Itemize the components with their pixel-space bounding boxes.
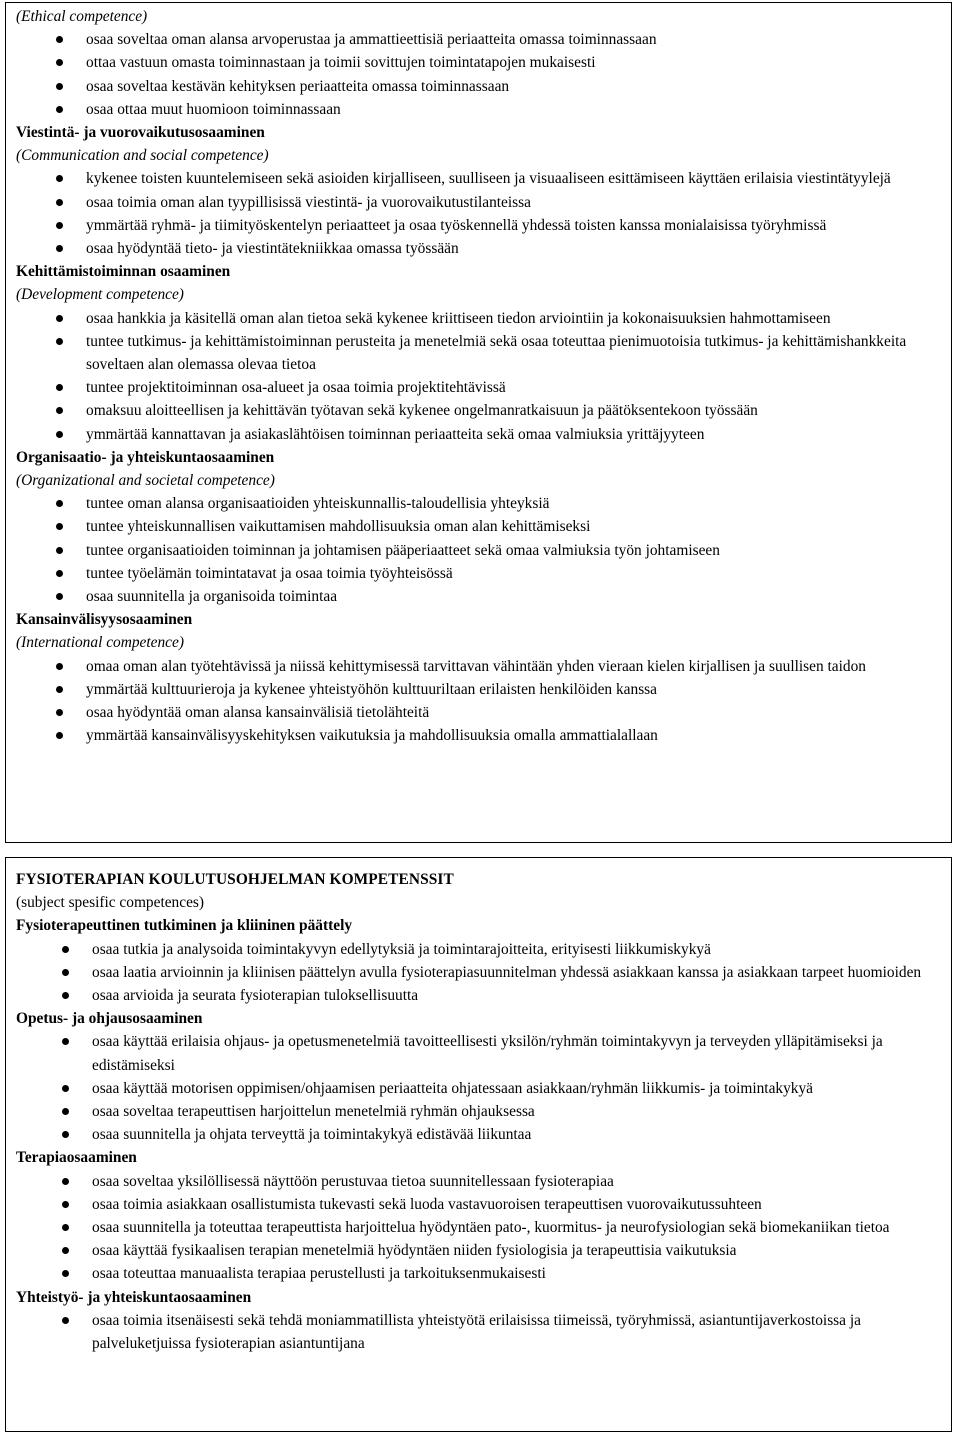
list-item-text: osaa hankkia ja käsitellä oman alan tietoa sekä kykenee kriittiseen tiedon arviointiin ja kokonaisuuksien hahmottamiseen <box>86 309 831 327</box>
bullet-list <box>16 1309 951 1355</box>
bullet-icon <box>62 1038 69 1045</box>
list-item-text: osaa arvioida ja seurata fysioterapian tuloksellisuutta <box>92 987 419 1005</box>
bullet-list <box>16 1030 951 1146</box>
list-item-text: osaa hyödyntää tieto- ja viestintätekniikkaa omassa työssään <box>86 240 459 258</box>
document-title: FYSIOTERAPIAN KOULUTUSOHJELMAN KOMPETENSSIT <box>16 871 454 888</box>
bullet-icon <box>62 1247 69 1254</box>
list-item <box>16 51 951 74</box>
bullet-list <box>16 938 951 1008</box>
list-item-text: osaa soveltaa kestävän kehityksen periaatteita omassa toiminnassaan <box>86 77 510 95</box>
bullet-icon <box>56 338 63 345</box>
list-item-text: tuntee oman alansa organisaatioiden yhteiskunnallis-taloudellisia yhteyksiä <box>86 495 550 513</box>
list-item <box>16 191 951 214</box>
section-subtitle: (Development competence) <box>16 286 184 304</box>
list-item <box>16 1309 951 1355</box>
bullet-icon <box>62 1270 69 1277</box>
list-item <box>16 539 951 562</box>
list-item <box>16 1239 951 1262</box>
section-subtitle: (Ethical competence) <box>16 8 148 25</box>
list-item-text: osaa suunnitella ja ohjata terveyttä ja toimintakykyä edistävää liikuntaa <box>92 1126 532 1144</box>
bullet-list <box>16 1170 951 1286</box>
list-item-text: kykenee toisten kuuntelemiseen sekä asioiden kirjalliseen, suulliseen ja visuaaliseen esittämiseen käyttäen erilaisia viestintätyylejä <box>86 170 891 188</box>
list-item-text: omaksuu aloitteellisen ja kehittävän työtavan sekä kykenee ongelmanratkaisuun ja päätöksentekoon työssään <box>86 402 758 420</box>
list-item-text: tuntee tutkimus- ja kehittämistoiminnan perusteita ja menetelmiä sekä osaa toteuttaa pienimuotoisia tutkimus- ja kehittämishankkeita soveltaen alan olemassa olevaa tietoa <box>86 332 907 374</box>
bullet-icon <box>56 686 63 693</box>
bullet-icon <box>56 431 63 438</box>
bullet-icon <box>56 547 63 554</box>
list-item <box>16 724 951 747</box>
list-item-text: osaa suunnitella ja toteuttaa terapeuttista harjoittelua hyödyntäen pato-, kuormitus- ja neurofysiologian sekä biomekaniikan tietoa <box>92 1219 890 1237</box>
section-heading: Organisaatio- ja yhteiskuntaosaaminen <box>16 448 275 466</box>
bullet-icon <box>56 106 63 113</box>
list-item <box>16 1123 951 1146</box>
bullet-icon <box>62 969 69 976</box>
list-item-text: osaa laatia arvioinnin ja kliinisen päättelyn avulla fysioterapiasuunnitelman yhdessä asiakkaan kanssa ja asiakkaan tarpeet huomioiden <box>92 963 922 981</box>
bullet-icon <box>56 36 63 43</box>
bullet-list <box>16 492 951 608</box>
list-item-text: osaa toimia itsenäisesti sekä tehdä moniammatillista yhteistyötä erilaisissa tiimeissä, työryhmissä, asiantuntijaverkostoissa ja palveluketjuissa fysioterapian asiantuntijana <box>92 1311 861 1353</box>
list-item-text: ymmärtää kannattavan ja asiakaslähtöisen toiminnan periaatteita sekä omaa valmiuksia yrittäjyyteen <box>86 425 705 443</box>
list-item <box>16 1262 951 1285</box>
list-item <box>16 167 951 190</box>
bullet-list <box>16 167 951 260</box>
list-item <box>16 1193 951 1216</box>
bullet-icon <box>56 500 63 507</box>
list-item <box>16 1100 951 1123</box>
bullet-icon <box>62 992 69 999</box>
list-item-text: ymmärtää ryhmä- ja tiimityöskentelyn periaatteet ja osaa työskennellä yhdessä toisten kanssa monialaisissa työryhmissä <box>86 216 827 234</box>
bullet-icon <box>62 1178 69 1185</box>
document-subtitle: (subject spesific competences) <box>16 894 205 912</box>
physiotherapy-competences-box <box>5 857 952 1432</box>
section-heading: Terapiaosaaminen <box>16 1149 137 1167</box>
section-heading: Kansainvälisyysosaaminen <box>16 611 193 629</box>
list-item <box>16 214 951 237</box>
list-item <box>16 376 951 399</box>
bullet-icon <box>56 523 63 530</box>
list-item-text: osaa soveltaa yksilöllisessä näyttöön perustuvaa tietoa suunnitellessaan fysioterapiaa <box>92 1172 614 1190</box>
section-subtitle: (International competence) <box>16 634 184 652</box>
list-item <box>16 330 951 376</box>
list-item <box>16 492 951 515</box>
list-item <box>16 1030 951 1076</box>
bullet-icon <box>56 175 63 182</box>
bullet-icon <box>56 245 63 252</box>
list-item-text: tuntee projektitoiminnan osa-alueet ja osaa toimia projektitehtävissä <box>86 379 506 397</box>
bullet-icon <box>56 384 63 391</box>
list-item <box>16 678 951 701</box>
bullet-icon <box>62 1131 69 1138</box>
list-item <box>16 307 951 330</box>
list-item <box>16 1170 951 1193</box>
section-heading: Kehittämistoiminnan osaaminen <box>16 263 231 281</box>
list-item <box>16 585 951 608</box>
bullet-list <box>16 28 951 121</box>
list-item-text: osaa käyttää fysikaalisen terapian menetelmiä hyödyntäen niiden fysiologisia ja terapeuttisia vaikutuksia <box>92 1242 737 1260</box>
list-item <box>16 562 951 585</box>
list-item <box>16 961 951 984</box>
list-item-text: osaa toimia asiakkaan osallistumista tukevasti sekä luoda vastavuoroisen terapeuttisen vuorovaikutussuhteen <box>92 1195 762 1213</box>
list-item-text: tuntee työelämän toimintatavat ja osaa toimia työyhteisössä <box>86 564 453 582</box>
list-item <box>16 701 951 724</box>
list-item <box>16 515 951 538</box>
list-item-text: ymmärtää kansainvälisyyskehityksen vaikutuksia ja mahdollisuuksia omalla ammattialallaan <box>86 727 658 745</box>
section-heading: Viestintä- ja vuorovaikutusosaaminen <box>16 124 265 142</box>
list-item-text: osaa toimia oman alan tyypillisissä viestintä- ja vuorovaikutustilanteissa <box>86 193 531 211</box>
section-heading: Yhteistyö- ja yhteiskuntaosaaminen <box>16 1288 252 1306</box>
list-item-text: osaa käyttää motorisen oppimisen/ohjaamisen periaatteita ohjatessaan asiakkaan/ryhmän liikkumis- ja toimintakykyä <box>92 1079 814 1097</box>
bullet-list <box>16 655 951 748</box>
section-subtitle: (Communication and social competence) <box>16 147 269 165</box>
list-item-text: ymmärtää kulttuurieroja ja kykenee yhteistyöhön kulttuuriltaan erilaisten henkilöiden kanssa <box>86 680 658 698</box>
section-heading: Opetus- ja ohjausosaaminen <box>16 1010 203 1028</box>
list-item-text: ottaa vastuun omasta toiminnastaan ja toimii sovittujen toimintatapojen mukaisesti <box>86 54 596 72</box>
list-item <box>16 655 951 678</box>
bullet-icon <box>56 59 63 66</box>
bullet-icon <box>56 732 63 739</box>
list-item <box>16 938 951 961</box>
list-item <box>16 1216 951 1239</box>
list-item <box>16 423 951 446</box>
bullet-icon <box>56 593 63 600</box>
list-item <box>16 237 951 260</box>
bullet-icon <box>56 315 63 322</box>
list-item-text: osaa hyödyntää oman alansa kansainvälisiä tietolähteitä <box>86 704 430 722</box>
list-item-text: tuntee yhteiskunnallisen vaikuttamisen mahdollisuuksia oman alan kehittämiseksi <box>86 518 591 536</box>
list-item <box>16 984 951 1007</box>
bullet-icon <box>56 570 63 577</box>
list-item-text: omaa oman alan työtehtävissä ja niissä kehittymisessä tarvittavan vähintään yhden vieraan kielen kirjallisen ja suullisen taidon <box>86 657 867 675</box>
bullet-icon <box>56 199 63 206</box>
bullet-icon <box>62 1108 69 1115</box>
list-item-text: osaa suunnitella ja organisoida toimintaa <box>86 588 338 606</box>
section-subtitle: (Organizational and societal competence) <box>16 472 275 490</box>
list-item <box>16 75 951 98</box>
bullet-icon <box>62 1201 69 1208</box>
bullet-icon <box>56 407 63 414</box>
bullet-icon <box>62 946 69 953</box>
bullet-icon <box>56 663 63 670</box>
section-heading: Fysioterapeuttinen tutkiminen ja kliininen päättely <box>16 917 353 935</box>
list-item <box>16 28 951 51</box>
bullet-icon <box>56 709 63 716</box>
list-item <box>16 1077 951 1100</box>
bullet-icon <box>62 1224 69 1231</box>
list-item-text: osaa käyttää erilaisia ohjaus- ja opetusmenetelmiä tavoitteellisesti yksilön/ryhmän toimintakyvyn ja terveyden ylläpitämiseksi ja edistämiseksi <box>92 1033 883 1074</box>
list-item-text: osaa soveltaa oman alansa arvoperustaa ja ammattieettisiä periaatteita omassa toiminnassaan <box>86 31 657 49</box>
bullet-list <box>16 307 951 446</box>
list-item <box>16 98 951 121</box>
list-item-text: osaa ottaa muut huomioon toiminnassaan <box>86 100 341 118</box>
bullet-icon <box>56 222 63 229</box>
list-item-text: osaa toteuttaa manuaalista terapiaa perustellusti ja tarkoituksenmukaisesti <box>92 1265 546 1283</box>
list-item-text: tuntee organisaatioiden toiminnan ja johtamisen pääperiaatteet sekä omaa valmiuksia työn johtamiseen <box>86 541 720 559</box>
list-item <box>16 399 951 422</box>
list-item-text: osaa soveltaa terapeuttisen harjoittelun menetelmiä ryhmän ohjauksessa <box>92 1103 535 1121</box>
general-competences-box <box>5 2 952 843</box>
bullet-icon <box>62 1317 69 1324</box>
list-item-text: osaa tutkia ja analysoida toimintakyvyn edellytyksiä ja toimintarajoitteita, erityisesti liikkumiskykyä <box>92 940 711 958</box>
bullet-icon <box>56 83 63 90</box>
bullet-icon <box>62 1085 69 1092</box>
